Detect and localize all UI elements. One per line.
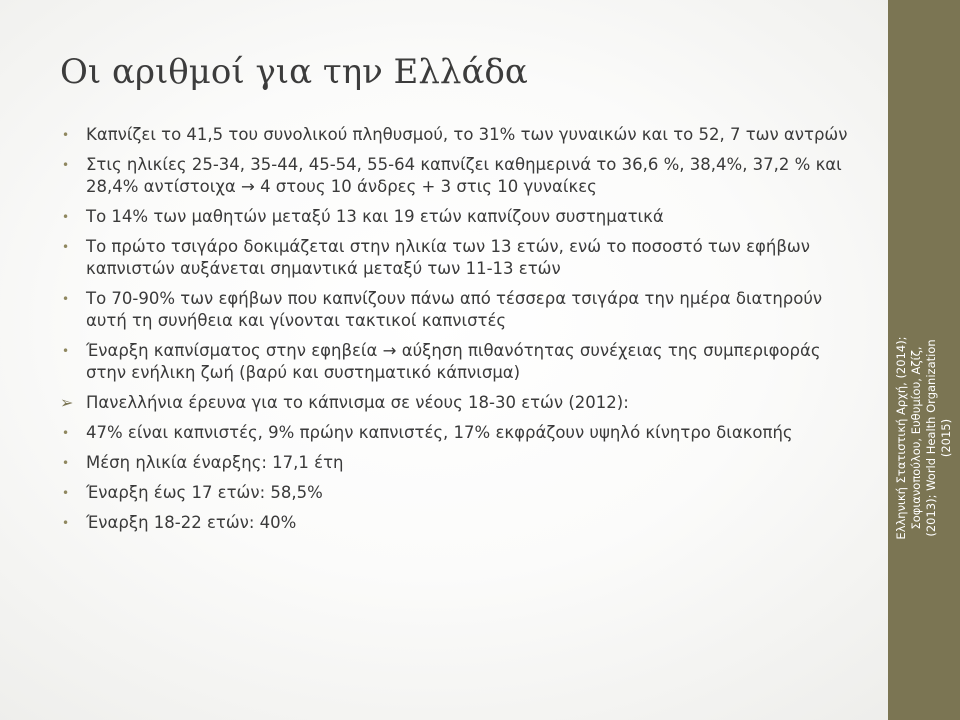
list-item: [60, 154, 860, 198]
source-line: (2013); World Health Organization: [924, 339, 938, 537]
bullet-icon: •: [62, 344, 70, 358]
bullet-list: [60, 124, 860, 542]
list-item-text: Έναρξη έως 17 ετών: 58,5%: [86, 483, 323, 502]
list-item: [60, 206, 860, 228]
bullet-icon: •: [62, 128, 70, 142]
bullet-icon: •: [62, 516, 70, 530]
list-item-text: Το 70-90% των εφήβων που καπνίζουν πάνω από τέσσερα τσιγάρα την ημέρα διατηρούν αυτή τη συνήθεια και γίνονται τακτικοί καπνιστές: [86, 289, 823, 330]
bullet-icon: •: [62, 240, 70, 254]
list-item: [60, 482, 860, 504]
list-item: [60, 340, 860, 384]
source-line: Ελληνική Στατιστική Αρχή, (2014);: [894, 336, 908, 540]
list-item-text: Το πρώτο τσιγάρο δοκιμάζεται στην ηλικία των 13 ετών, ενώ το ποσοστό των εφήβων καπνιστών αυξάνεται σημαντικά μεταξύ των 11-13 ετών: [86, 237, 810, 278]
bullet-icon: •: [62, 292, 70, 306]
source-line: Σοφιανοπούλου, Ευθυμίου, Αζίζ,: [909, 346, 923, 530]
slide-title: Οι αριθμοί για την Ελλάδα: [60, 52, 528, 92]
list-item-text: 47% είναι καπνιστές, 9% πρώην καπνιστές, 17% εκφράζουν υψηλό κίνητρο διακοπής: [86, 423, 793, 442]
list-item-text: Στις ηλικίες 25-34, 35-44, 45-54, 55-64 καπνίζει καθημερινά το 36,6 %, 38,4%, 37,2 % και 28,4% αντίστοιχα → 4 στους 10 άνδρες + 3 στις 10 γυναίκες: [86, 155, 842, 196]
list-item: [60, 452, 860, 474]
bullet-icon: •: [62, 486, 70, 500]
list-item-text: Έναρξη καπνίσματος στην εφηβεία → αύξηση πιθανότητας συνέχειας της συμπεριφοράς στην ενήλικη ζωή (βαρύ και συστηματικό κάπνισμα): [86, 341, 821, 382]
list-item: [60, 422, 860, 444]
list-item-text: Μέση ηλικία έναρξης: 17,1 έτη: [86, 453, 344, 472]
bullet-icon: •: [62, 210, 70, 224]
list-item: [60, 512, 860, 534]
list-item-heading: [60, 392, 860, 414]
bullet-icon: •: [62, 158, 70, 172]
bullet-icon: •: [62, 426, 70, 440]
source-line: (2015): [939, 418, 953, 458]
list-item-text: Έναρξη 18-22 ετών: 40%: [86, 513, 297, 532]
list-item-text: Το 14% των μαθητών μεταξύ 13 και 19 ετών καπνίζουν συστηματικά: [86, 207, 664, 226]
list-item: [60, 124, 860, 146]
sources-citation: [894, 228, 954, 648]
list-item-text: Πανελλήνια έρευνα για το κάπνισμα σε νέους 18-30 ετών (2012):: [86, 393, 629, 412]
list-item-text: Καπνίζει το 41,5 του συνολικού πληθυσμού, το 31% των γυναικών και το 52, 7 των αντρών: [86, 125, 848, 144]
list-item: [60, 288, 860, 332]
list-item: [60, 236, 860, 280]
arrow-bullet-icon: ➢: [60, 393, 74, 412]
bullet-icon: •: [62, 456, 70, 470]
